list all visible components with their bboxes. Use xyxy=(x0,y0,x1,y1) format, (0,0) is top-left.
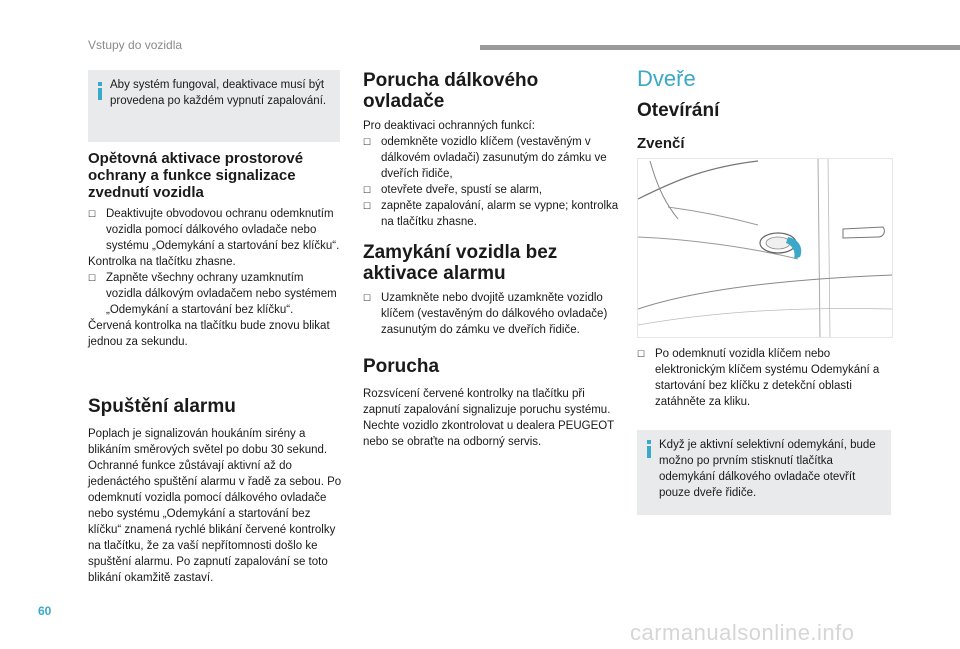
section-title: Porucha dálkového ovladače xyxy=(363,70,539,112)
section-body xyxy=(88,206,342,350)
chapter-title: Dveře xyxy=(637,66,696,91)
square-bullet-icon: ☐ xyxy=(88,273,97,283)
info-note xyxy=(637,430,891,515)
list-item-text: Po odemknutí vozidla klíčem nebo elektronickým klíčem systému Odemykání a startování bez klíčku z detekční oblasti zatáhněte za kliku. xyxy=(655,348,880,408)
door-handle-drawing xyxy=(638,159,892,337)
section-body xyxy=(363,118,619,230)
paragraph: Rozsvícení červené kontrolky na tlačítku při zapnutí zapalování signalizuje poruchu systému. xyxy=(363,388,611,416)
list-item xyxy=(637,346,891,410)
note-text: Aby systém fungoval, deaktivace musí být provedena po každém vypnutí zapalování. xyxy=(110,79,327,107)
section-title: Porucha xyxy=(363,356,440,377)
square-bullet-icon: ☐ xyxy=(363,185,372,195)
list-item xyxy=(363,290,619,338)
section-title: Otevírání xyxy=(637,100,720,121)
list-item xyxy=(363,182,619,198)
section-header: Vstupy do vozidla xyxy=(88,38,183,52)
list-item-text: otevřete dveře, spustí se alarm, xyxy=(381,184,543,196)
list-item xyxy=(88,206,342,254)
section-title: Opětovná aktivace prostorové ochrany a funkce signalizace zvednutí vozidla xyxy=(88,150,304,201)
list-item xyxy=(363,134,619,182)
list-item-text: Deaktivujte obvodovou ochranu odemknutím vozidla pomocí dálkového ovladače nebo systému „Odemykání a startování bez klíčku“. xyxy=(106,208,340,252)
square-bullet-icon: ☐ xyxy=(637,349,646,359)
paragraph: Poplach je signalizován houkáním sirény a blikáním směrových světel po dobu 30 sekund. Ochranné funkce zůstávají aktivní až do jedenáctého spuštění alarmu v řadě za sebou. Po odemknutí vozidla pomocí dálkového ovladače nebo systému „Odemykání a startování bez klíčku“ znamená rychlé blikání červené kontrolky na tlačítku, že za vaší nepřítomnosti došlo ke spuštění alarmu. Po zapnutí zapalování se toto blikání okamžitě zastaví. xyxy=(88,428,342,584)
section-title: Spuštění alarmu xyxy=(88,396,236,417)
square-bullet-icon: ☐ xyxy=(88,209,97,219)
section-body xyxy=(363,386,619,450)
watermark: carmanualsonline.info xyxy=(630,620,855,645)
subsection-title: Zvenčí xyxy=(637,135,685,152)
list-item-text: zapněte zapalování, alarm se vypne; kontrolka na tlačítku zhasne. xyxy=(381,200,619,228)
paragraph: Červená kontrolka na tlačítku bude znovu blikat jednou za sekundu. xyxy=(88,320,330,348)
page-number: 60 xyxy=(38,604,52,618)
section-title: Zamykání vozidla bez aktivace alarmu xyxy=(363,242,558,284)
paragraph: Pro deaktivaci ochranných funkcí: xyxy=(363,120,535,132)
square-bullet-icon: ☐ xyxy=(363,293,372,303)
header-divider xyxy=(480,45,960,50)
info-icon xyxy=(95,82,109,102)
list-item xyxy=(363,198,619,230)
section-body xyxy=(363,290,619,338)
square-bullet-icon: ☐ xyxy=(363,137,372,147)
info-note xyxy=(88,70,340,142)
note-text: Když je aktivní selektivní odemykání, bude možno po prvním stisknutí tlačítka odemykání dálkového ovladače otevřít pouze dveře řidiče. xyxy=(659,439,876,499)
list-item-text: odemkněte vozidlo klíčem (vestavěným v dálkovém ovladači) zasunutým do zámku ve dveřích řidiče, xyxy=(381,136,607,180)
info-icon xyxy=(644,440,658,460)
section-body xyxy=(637,346,891,410)
list-item xyxy=(88,270,342,318)
door-handle-illustration xyxy=(637,158,893,338)
paragraph: Kontrolka na tlačítku zhasne. xyxy=(88,256,236,268)
list-item-text: Uzamkněte nebo dvojitě uzamkněte vozidlo klíčem (vestavěným do dálkového ovladače) zasunutým do zámku ve dveřích řidiče. xyxy=(381,292,608,336)
paragraph: Nechte vozidlo zkontrolovat u dealera PEUGEOT nebo se obraťte na odborný servis. xyxy=(363,420,614,448)
list-item-text: Zapněte všechny ochrany uzamknutím vozidla dálkovým ovladačem nebo systémem „Odemykání a startování bez klíčku“. xyxy=(106,272,337,316)
square-bullet-icon: ☐ xyxy=(363,201,372,211)
